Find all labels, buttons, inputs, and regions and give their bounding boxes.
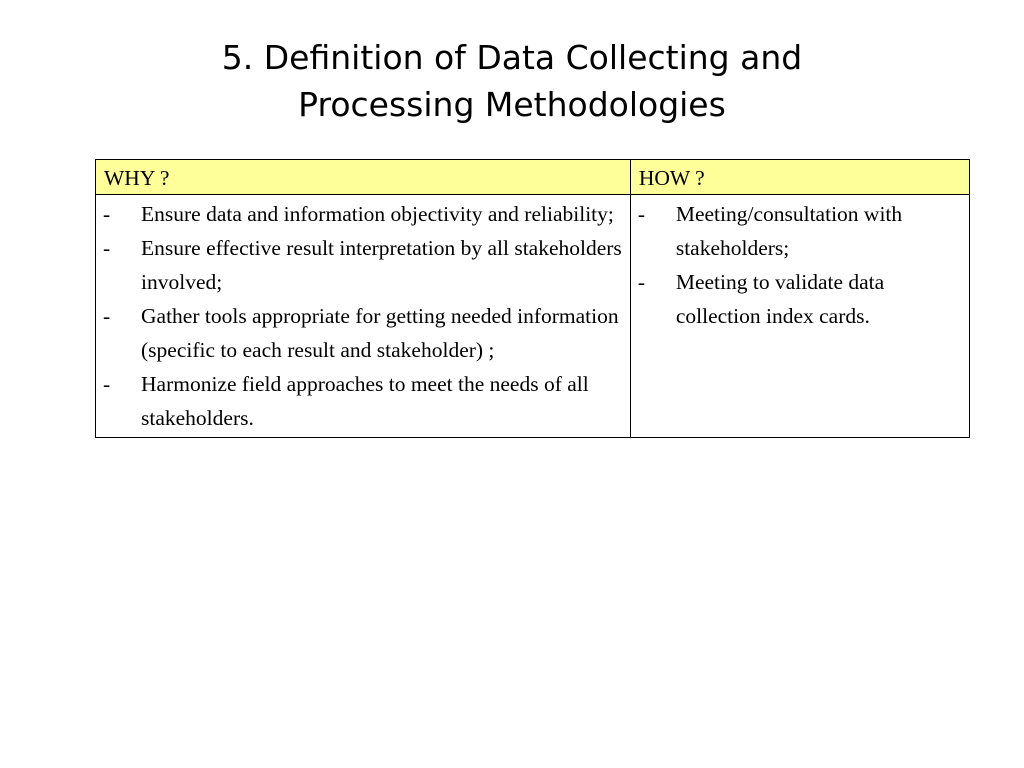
list-item-text: Meeting/consultation with stakeholders; [675,202,903,260]
table-row [96,195,970,438]
list-item [636,265,965,333]
list-item-text: Meeting to validate data collection index cards. [675,270,885,328]
list-item [636,197,965,265]
dash-marker: - [103,304,111,328]
list-item [101,197,626,231]
dash-marker: - [103,202,111,226]
slide-title [0,34,1024,128]
why-cell [96,195,631,438]
list-item-text: Gather tools appropriate for getting needed information (specific to each result and stakeholder) ; [141,304,619,362]
how-column-header: HOW ? [630,160,969,195]
how-cell [630,195,969,438]
list-item [101,231,626,299]
dash-marker: - [103,372,111,396]
list-item-text: Harmonize field approaches to meet the needs of all stakeholders. [141,372,589,430]
why-column-header: WHY ? [96,160,631,195]
list-item [101,367,626,435]
dash-marker: - [103,236,111,260]
list-item-text: Ensure effective result interpretation by all stakeholders involved; [141,236,622,294]
list-item-text: Ensure data and information objectivity and reliability; [141,202,614,226]
how-list [636,197,965,333]
slide-title-line-2: Processing Methodologies [298,85,726,124]
slide-title-line-1: 5. Definition of Data Collecting and [221,38,803,77]
table-header-row [96,160,970,195]
list-item [101,299,626,367]
why-list [101,197,626,435]
dash-marker: - [637,270,645,294]
dash-marker: - [637,202,645,226]
methodology-table [95,159,970,438]
